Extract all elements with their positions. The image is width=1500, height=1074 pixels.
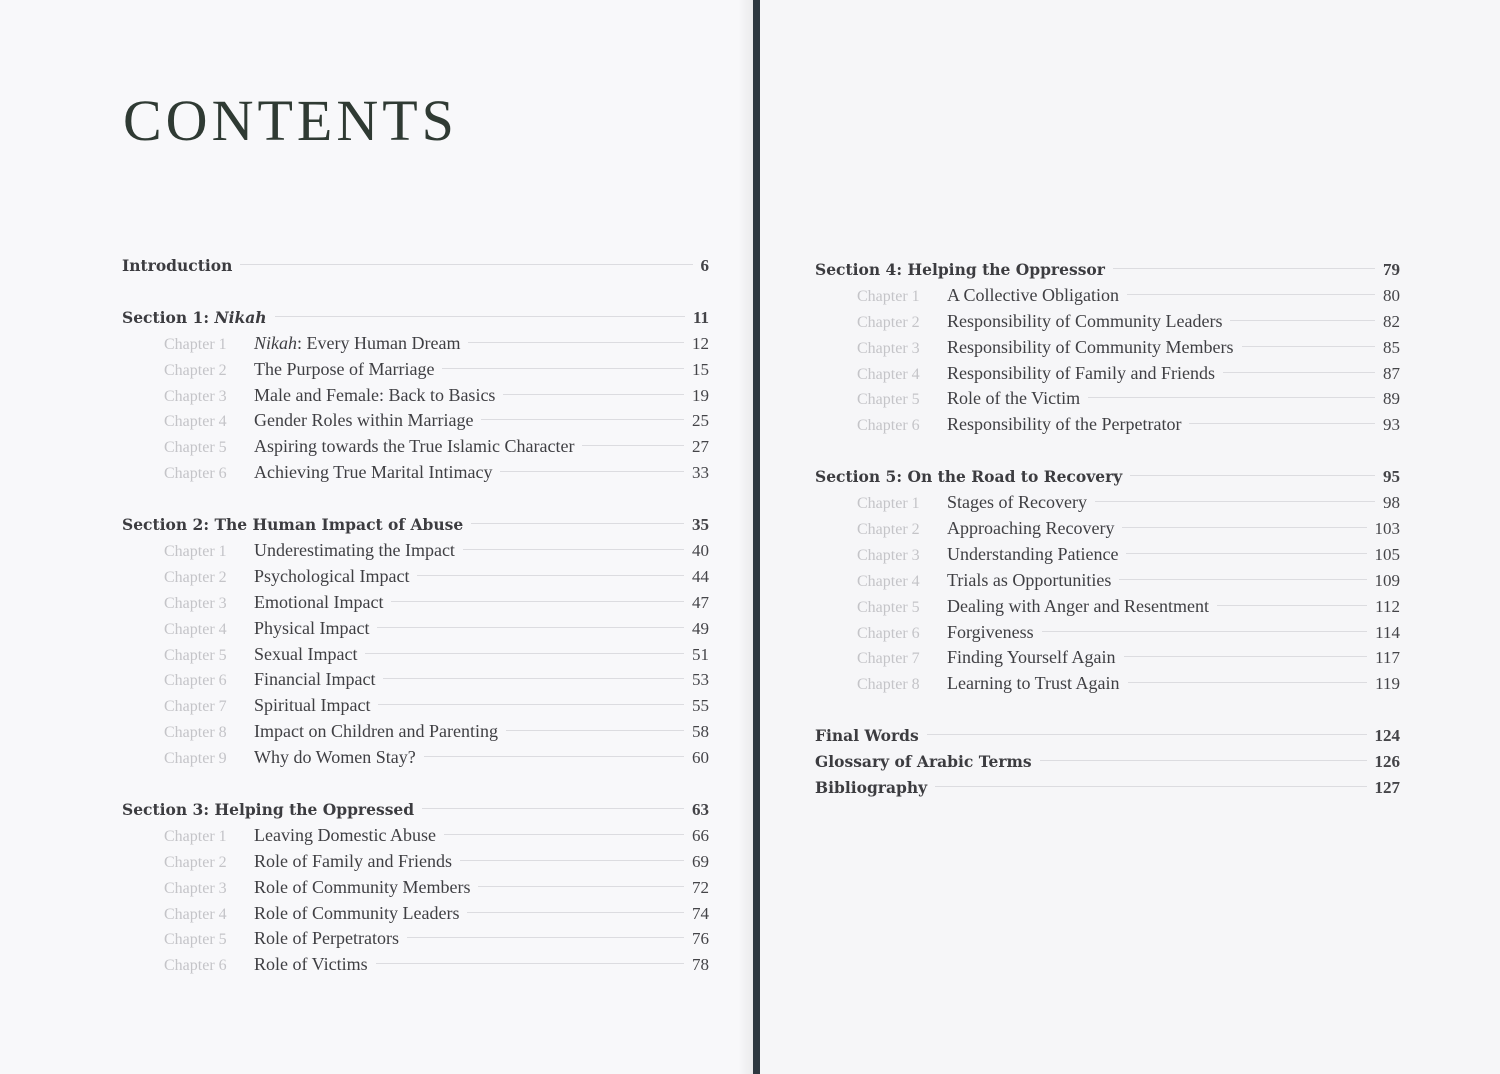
chapter-label: Chapter 6 (857, 417, 920, 435)
toc-page-number: 109 (1374, 570, 1400, 590)
dot-leader (478, 885, 684, 887)
chapter-label: Chapter 2 (164, 568, 227, 586)
dot-leader (1126, 552, 1366, 554)
section-title-prefix: Section 1: (122, 307, 215, 327)
dot-leader (1088, 396, 1375, 398)
toc-chapter-entry (122, 667, 709, 693)
toc-page-number: 126 (1374, 752, 1400, 772)
chapter-label: Chapter 3 (857, 339, 920, 357)
toc-entry-label: Introduction (122, 256, 233, 275)
chapter-title (947, 516, 1114, 542)
toc-chapter-entry (122, 538, 709, 564)
chapter-title-text: Responsibility of Community Leaders (947, 310, 1223, 331)
toc-section-group (122, 305, 709, 486)
chapter-title-text: Forgiveness (947, 621, 1034, 642)
chapter-title (254, 952, 368, 978)
chapter-title-text: Dealing with Anger and Resentment (947, 595, 1209, 616)
toc-entry-label: Bibliography (815, 778, 928, 798)
chapter-title (947, 309, 1222, 335)
toc-chapter-entry (815, 335, 1400, 361)
dot-leader (407, 936, 684, 938)
toc-chapter-entry (122, 590, 709, 616)
toc-page-number: 78 (692, 955, 709, 975)
toc-page-number: 69 (692, 851, 709, 871)
chapter-title (947, 361, 1215, 387)
toc-page-number: 49 (692, 618, 709, 638)
toc-section-heading (122, 797, 709, 823)
chapter-label: Chapter 1 (164, 335, 227, 353)
chapter-title (254, 616, 369, 642)
chapter-title (254, 357, 434, 383)
toc-page-number: 27 (692, 437, 709, 457)
chapter-label: Chapter 1 (164, 543, 227, 561)
toc-page-number: 114 (1375, 622, 1400, 642)
chapter-label: Chapter 7 (857, 650, 920, 668)
toc-page-number: 85 (1383, 337, 1400, 357)
chapter-label: Chapter 8 (164, 724, 227, 742)
chapter-title (254, 849, 452, 875)
dot-leader (1127, 293, 1375, 295)
chapter-title-text: Achieving True Marital Intimacy (254, 462, 493, 483)
chapter-title-text: Responsibility of the Perpetrator (947, 414, 1182, 435)
toc-section-group (122, 512, 709, 771)
toc-entry-introduction (122, 253, 709, 279)
book-spine (753, 0, 760, 1074)
toc-chapter-entry (122, 408, 709, 434)
dot-leader (365, 652, 684, 654)
chapter-title-text: Psychological Impact (254, 565, 410, 586)
chapter-title (947, 335, 1234, 361)
dot-leader (1128, 681, 1368, 683)
toc-page-number: 53 (692, 670, 709, 690)
chapter-title (254, 926, 399, 952)
toc-intro-group (122, 253, 709, 279)
dot-leader (417, 574, 684, 576)
toc-section-group (815, 257, 1400, 438)
chapter-title (254, 408, 473, 434)
chapter-title-text: A Collective Obligation (947, 284, 1119, 305)
chapter-title (947, 568, 1111, 594)
chapter-title (254, 564, 409, 590)
section-title (122, 512, 463, 538)
toc-entry-back-matter (815, 723, 1400, 749)
section-title (122, 305, 267, 331)
toc-chapter-entry (815, 594, 1400, 620)
chapter-label: Chapter 1 (857, 495, 920, 513)
section-title-prefix: Section 3: Helping the Oppressed (122, 800, 415, 820)
dot-leader (1230, 319, 1375, 321)
toc-chapter-entry (815, 412, 1400, 438)
chapter-title (947, 412, 1181, 438)
section-title-prefix: Section 2: The Human Impact of Abuse (122, 515, 464, 535)
toc-section-group (122, 797, 709, 978)
toc-chapter-entry (815, 542, 1400, 568)
chapter-title-text: Male and Female: Back to Basics (254, 384, 496, 405)
dot-leader (391, 600, 684, 602)
section-title-prefix: Section 5: On the Road to Recovery (815, 467, 1123, 487)
toc-chapter-entry (122, 383, 709, 409)
toc-chapter-entry (815, 620, 1400, 646)
chapter-label: Chapter 4 (164, 413, 227, 431)
dot-leader (463, 548, 684, 550)
chapter-title-text: Impact on Children and Parenting (254, 721, 498, 742)
dot-leader (422, 807, 684, 809)
toc-chapter-entry (122, 719, 709, 745)
chapter-label: Chapter 6 (164, 465, 227, 483)
chapter-label: Chapter 1 (857, 287, 920, 305)
toc-page-number: 25 (692, 411, 709, 431)
dot-leader (1113, 267, 1375, 269)
toc-page-number: 76 (692, 929, 709, 949)
chapter-label: Chapter 1 (164, 827, 227, 845)
toc-page-number: 124 (1374, 726, 1400, 746)
toc-section-group (815, 464, 1400, 697)
dot-leader (506, 729, 684, 731)
toc-page-number: 103 (1374, 519, 1400, 539)
chapter-label: Chapter 2 (857, 313, 920, 331)
chapter-title (947, 645, 1116, 671)
toc-page-number: 95 (1383, 467, 1400, 487)
dot-leader (935, 785, 1366, 787)
dot-leader (1124, 655, 1368, 657)
dot-leader (582, 444, 684, 446)
dot-leader (1242, 345, 1376, 347)
toc-left-column (122, 253, 709, 1004)
toc-page-number: 12 (692, 333, 709, 353)
toc-chapter-entry (815, 386, 1400, 412)
chapter-label: Chapter 2 (164, 361, 227, 379)
chapter-label: Chapter 3 (164, 879, 227, 897)
chapter-title (947, 594, 1209, 620)
toc-chapter-entry (122, 460, 709, 486)
toc-page-number: 55 (692, 696, 709, 716)
toc-page-number: 40 (692, 541, 709, 561)
toc-chapter-entry (122, 642, 709, 668)
toc-chapter-entry (122, 849, 709, 875)
chapter-label: Chapter 7 (164, 698, 227, 716)
chapter-label: Chapter 9 (164, 750, 227, 768)
toc-page-number: 93 (1383, 415, 1400, 435)
toc-page-number: 11 (692, 307, 709, 327)
toc-page-number: 58 (692, 722, 709, 742)
chapter-title (254, 693, 370, 719)
toc-page-number: 82 (1383, 311, 1400, 331)
contents-heading: CONTENTS (123, 88, 458, 153)
chapter-label: Chapter 5 (857, 598, 920, 616)
chapter-title-text: Physical Impact (254, 617, 370, 638)
toc-page-number: 112 (1375, 596, 1400, 616)
toc-back-matter-group (815, 723, 1400, 801)
chapter-title-text: Approaching Recovery (947, 518, 1115, 539)
toc-page-number: 79 (1383, 260, 1400, 279)
toc-page-number: 6 (700, 256, 709, 275)
toc-entry-back-matter (815, 749, 1400, 775)
chapter-title-text: Responsibility of Community Members (947, 336, 1234, 357)
section-title (815, 464, 1122, 490)
dot-leader (1095, 500, 1375, 502)
dot-leader (1119, 578, 1366, 580)
toc-page-number: 60 (692, 748, 709, 768)
toc-chapter-entry (815, 671, 1400, 697)
chapter-label: Chapter 4 (857, 365, 920, 383)
chapter-title-text: Finding Yourself Again (947, 647, 1116, 668)
chapter-label: Chapter 5 (164, 646, 227, 664)
toc-page-number: 44 (692, 566, 709, 586)
toc-section-heading (122, 305, 709, 331)
dot-leader (1130, 474, 1375, 476)
chapter-title (254, 460, 492, 486)
toc-section-heading (122, 512, 709, 538)
toc-chapter-entry (122, 901, 709, 927)
toc-entry-back-matter (815, 775, 1400, 801)
toc-page-number: 15 (692, 359, 709, 379)
toc-page-number: 105 (1374, 544, 1400, 564)
chapter-title-text: Financial Impact (254, 669, 376, 690)
chapter-title-text: Trials as Opportunities (947, 569, 1112, 590)
chapter-title-text: Role of the Victim (947, 388, 1081, 409)
chapter-title-text: Why do Women Stay? (254, 747, 416, 768)
toc-page-number: 33 (692, 463, 709, 483)
chapter-title (947, 671, 1120, 697)
toc-entry-label: Final Words (815, 726, 919, 746)
toc-chapter-entry (815, 490, 1400, 516)
section-title (815, 257, 1105, 283)
chapter-title-text: Role of Victims (254, 954, 368, 975)
toc-chapter-entry (815, 309, 1400, 335)
chapter-title (254, 875, 470, 901)
toc-chapter-entry (815, 568, 1400, 594)
toc-chapter-entry (122, 745, 709, 771)
chapter-title (947, 620, 1034, 646)
chapter-label: Chapter 4 (164, 620, 227, 638)
chapter-label: Chapter 2 (164, 853, 227, 871)
dot-leader (442, 367, 684, 369)
chapter-title (254, 901, 459, 927)
dot-leader (927, 733, 1367, 735)
toc-page-number: 51 (692, 644, 709, 664)
chapter-title-text: Role of Community Leaders (254, 902, 460, 923)
toc-page-number: 63 (692, 800, 709, 820)
chapter-label: Chapter 8 (857, 676, 920, 694)
section-title (122, 797, 414, 823)
chapter-title-text: Gender Roles within Marriage (254, 410, 474, 431)
chapter-label: Chapter 2 (857, 521, 920, 539)
chapter-label: Chapter 6 (164, 957, 227, 975)
chapter-label: Chapter 5 (857, 391, 920, 409)
toc-page-number: 127 (1374, 778, 1400, 798)
dot-leader (378, 703, 684, 705)
gutter-shadow (738, 0, 754, 1074)
toc-entry-label: Glossary of Arabic Terms (815, 752, 1032, 772)
chapter-title-text: Role of Perpetrators (254, 928, 399, 949)
chapter-title-text: Sexual Impact (254, 643, 358, 664)
dot-leader (376, 962, 684, 964)
dot-leader (1042, 630, 1367, 632)
chapter-label: Chapter 3 (164, 387, 227, 405)
toc-chapter-entry (122, 616, 709, 642)
section-title-prefix: Section 4: Helping the Oppressor (815, 260, 1105, 279)
chapter-title-text: The Purpose of Marriage (254, 358, 435, 379)
toc-chapter-entry (122, 331, 709, 357)
dot-leader (500, 470, 684, 472)
chapter-title (254, 383, 495, 409)
chapter-title-text: : Every Human Dream (297, 332, 461, 353)
dot-leader (471, 522, 684, 524)
chapter-title (254, 745, 416, 771)
chapter-label: Chapter 6 (857, 624, 920, 642)
dot-leader (1040, 759, 1367, 761)
dot-leader (1223, 371, 1375, 373)
chapter-title-text: Underestimating the Impact (254, 540, 455, 561)
chapter-title (254, 823, 436, 849)
dot-leader (424, 755, 684, 757)
chapter-label: Chapter 3 (857, 546, 920, 564)
chapter-title (947, 386, 1080, 412)
chapter-label: Chapter 4 (857, 572, 920, 590)
dot-leader (467, 911, 684, 913)
dot-leader (1122, 526, 1366, 528)
toc-chapter-entry (122, 357, 709, 383)
toc-chapter-entry (815, 645, 1400, 671)
toc-page-number: 89 (1383, 389, 1400, 409)
toc-chapter-entry (815, 361, 1400, 387)
toc-chapter-entry (122, 564, 709, 590)
toc-page-number: 47 (692, 592, 709, 612)
chapter-title-italic: Nikah (254, 332, 297, 353)
toc-page-number: 98 (1383, 493, 1400, 513)
toc-chapter-entry (815, 283, 1400, 309)
dot-leader (503, 393, 684, 395)
dot-leader (240, 263, 692, 265)
dot-leader (1189, 422, 1375, 424)
chapter-title (254, 642, 357, 668)
dot-leader (444, 833, 684, 835)
chapter-label: Chapter 5 (164, 439, 227, 457)
chapter-title (254, 434, 574, 460)
toc-section-heading (815, 257, 1400, 283)
toc-page-number: 117 (1375, 648, 1400, 668)
toc-chapter-entry (122, 434, 709, 460)
toc-page-number: 80 (1383, 285, 1400, 305)
chapter-title (254, 590, 383, 616)
dot-leader (1217, 604, 1367, 606)
toc-page-number: 72 (692, 877, 709, 897)
chapter-title-text: Emotional Impact (254, 591, 384, 612)
chapter-title-text: Role of Community Members (254, 876, 471, 897)
chapter-title (254, 719, 498, 745)
chapter-title (254, 538, 455, 564)
chapter-title (947, 490, 1087, 516)
dot-leader (275, 315, 685, 317)
chapter-title (254, 667, 375, 693)
chapter-title-text: Aspiring towards the True Islamic Character (254, 436, 575, 457)
chapter-title-text: Leaving Domestic Abuse (254, 824, 436, 845)
toc-right-column (815, 257, 1400, 827)
dot-leader (468, 341, 684, 343)
chapter-label: Chapter 3 (164, 594, 227, 612)
chapter-title-text: Learning to Trust Again (947, 673, 1120, 694)
toc-page-number: 19 (692, 385, 709, 405)
chapter-title-text: Spiritual Impact (254, 695, 371, 716)
toc-chapter-entry (815, 516, 1400, 542)
toc-section-heading (815, 464, 1400, 490)
toc-page-number: 74 (692, 903, 709, 923)
chapter-label: Chapter 6 (164, 672, 227, 690)
chapter-title-text: Understanding Patience (947, 543, 1119, 564)
toc-page-number: 66 (692, 825, 709, 845)
dot-leader (377, 626, 684, 628)
chapter-title-text: Stages of Recovery (947, 492, 1087, 513)
dot-leader (383, 677, 684, 679)
chapter-title (947, 283, 1119, 309)
toc-chapter-entry (122, 693, 709, 719)
toc-chapter-entry (122, 823, 709, 849)
toc-chapter-entry (122, 875, 709, 901)
toc-page-number: 87 (1383, 363, 1400, 383)
chapter-title (254, 331, 460, 357)
chapter-title (947, 542, 1118, 568)
toc-chapter-entry (122, 952, 709, 978)
chapter-label: Chapter 5 (164, 931, 227, 949)
dot-leader (460, 859, 684, 861)
chapter-title-text: Role of Family and Friends (254, 850, 452, 871)
toc-chapter-entry (122, 926, 709, 952)
toc-page-number: 35 (692, 515, 709, 535)
chapter-title-text: Responsibility of Family and Friends (947, 362, 1215, 383)
toc-page-number: 119 (1375, 674, 1400, 694)
section-title-italic: Nikah (214, 307, 267, 327)
dot-leader (481, 418, 684, 420)
chapter-label: Chapter 4 (164, 905, 227, 923)
